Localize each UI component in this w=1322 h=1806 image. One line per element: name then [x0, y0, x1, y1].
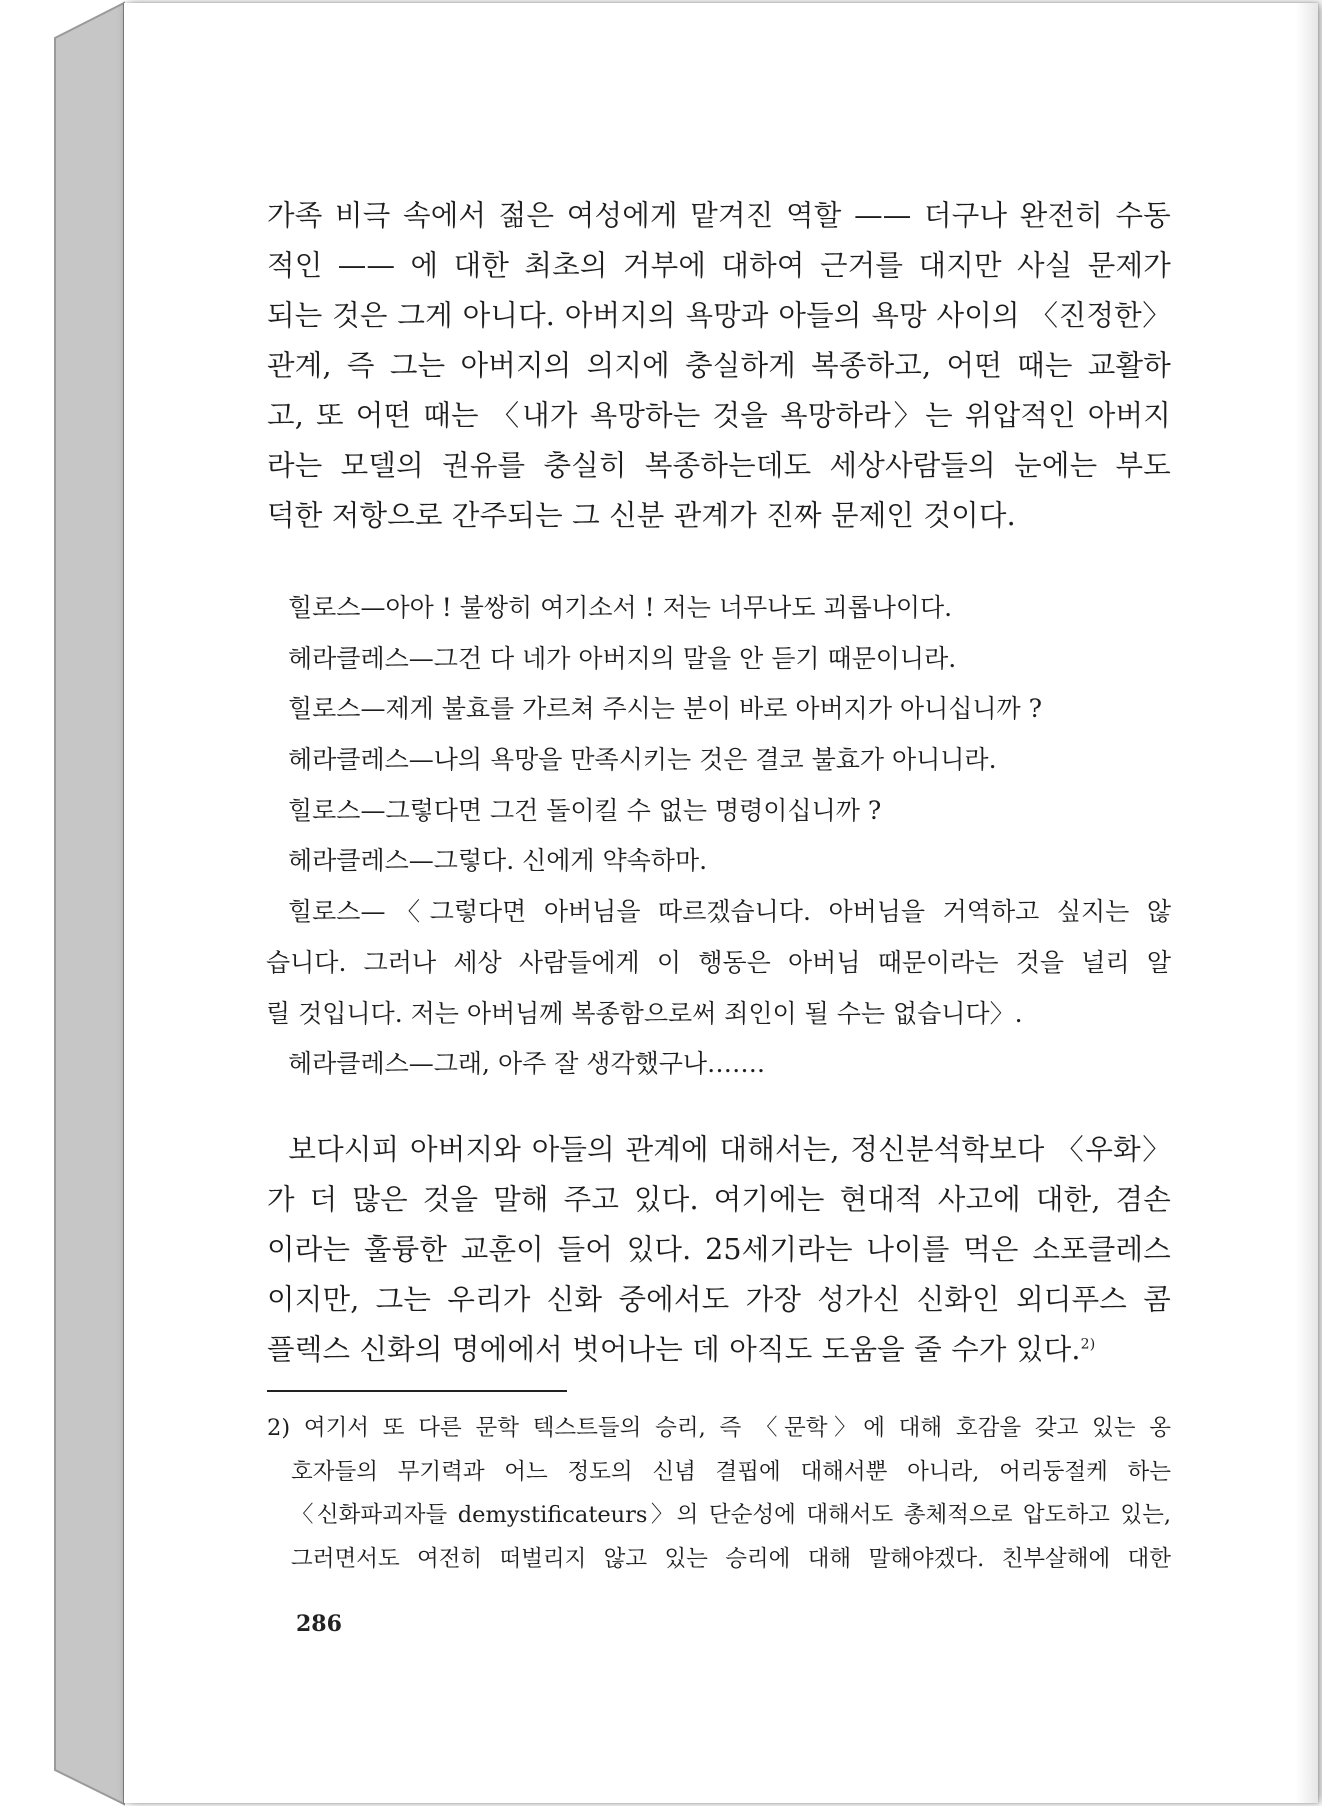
dialogue-line: 릴 것입니다. 저는 아버님께 복종함으로써 죄인이 될 수는 없습니다〉.	[266, 998, 1023, 1028]
page-shadow	[1296, 3, 1318, 1803]
paragraph-2-line	[267, 1325, 1171, 1375]
dialogue-line: 힐로스—제게 불효를 가르쳐 주시는 분이 바로 아버지가 아니십니까 ?	[288, 694, 1043, 724]
footnote-divider	[267, 1390, 567, 1392]
paragraph-1-line: 되는 것은 그게 아니다. 아버지의 욕망과 아들의 욕망 사이의 〈진정한〉	[267, 299, 1171, 332]
paragraph-1-line: 적인 —— 에 대한 최초의 거부에 대하여 근거를 대지만 사실 문제가	[267, 249, 1171, 282]
book-page	[124, 3, 1318, 1803]
paragraph-1-line: 덕한 저항으로 간주되는 그 신분 관계가 진짜 문제인 것이다.	[267, 499, 1016, 532]
paragraph-1-line: 관계, 즉 그는 아버지의 의지에 충실하게 복종하고, 어떤 때는 교활하	[267, 349, 1171, 382]
footnote-line: 〈신화파괴자들 demystificateurs〉의 단순성에 대해서도 총체적으로 압도하고 있는,	[291, 1502, 1171, 1528]
paragraph-1	[267, 191, 1171, 541]
dialogue-line: 헤라클레스—나의 욕망을 만족시키는 것은 결코 불효가 아니니라.	[288, 745, 997, 775]
footnote-block	[267, 1407, 1171, 1581]
paragraph-1-line: 가족 비극 속에서 젊은 여성에게 맡겨진 역할 —— 더구나 완전히 수동	[267, 199, 1171, 232]
dialogue-block	[266, 583, 1171, 1090]
footnote-line: 2) 여기서 또 다른 문학 텍스트들의 승리, 즉 〈문학〉에 대해 호감을 갖고 있는 옹	[267, 1415, 1171, 1441]
paragraph-2-line: 보다시피 아버지와 아들의 관계에 대해서는, 정신분석학보다 〈우화〉	[267, 1133, 1171, 1166]
paragraph-2-line: 이라는 훌륭한 교훈이 들어 있다. 25세기라는 나이를 먹은 소포클레스	[267, 1233, 1171, 1266]
paragraph-2-line: 이지만, 그는 우리가 신화 중에서도 가장 성가신 신화인 외디푸스 콤	[267, 1283, 1171, 1316]
paragraph-1-line: 라는 모델의 권유를 충실히 복종하는데도 세상사람들의 눈에는 부도	[267, 449, 1171, 482]
dialogue-line: 힐로스—〈그렇다면 아버님을 따르겠습니다. 아버님을 거역하고 싶지는 않	[288, 897, 1171, 927]
dialogue-line: 힐로스—아아 ! 불쌍히 여기소서 ! 저는 너무나도 괴롭나이다.	[288, 593, 953, 622]
footnote-ref: 2)	[1080, 1336, 1096, 1353]
dialogue-line: 습니다. 그러나 세상 사람들에게 이 행동은 아버님 때문이라는 것을 널리 알	[266, 947, 1171, 977]
dialogue-line: 헤라클레스—그래, 아주 잘 생각했구나…….	[288, 1049, 765, 1079]
paragraph-2-line: 가 더 많은 것을 말해 주고 있다. 여기에는 현대적 사고에 대한, 겸손	[267, 1183, 1171, 1216]
paragraph-2	[267, 1125, 1171, 1375]
dialogue-line: 헤라클레스—그건 다 네가 아버지의 말을 안 듣기 때문이니라.	[288, 643, 957, 673]
footnote-line: 그러면서도 여전히 떠벌리지 않고 있는 승리에 대해 말해야겠다. 친부살해에 대한	[291, 1545, 1171, 1572]
paragraph-1-line: 고, 또 어떤 때는 〈내가 욕망하는 것을 욕망하라〉는 위압적인 아버지	[267, 399, 1171, 432]
dialogue-line: 힐로스—그렇다면 그건 돌이킬 수 없는 명령이십니까 ?	[288, 795, 882, 825]
page-number: 286	[296, 1611, 342, 1637]
paragraph-2-last-text: 플렉스 신화의 명에에서 벗어나는 데 아직도 도움을 줄 수가 있다.	[267, 1333, 1081, 1366]
dialogue-line: 헤라클레스—그렇다. 신에게 약속하마.	[288, 846, 708, 876]
footnote-line: 호자들의 무기력과 어느 정도의 신념 결핍에 대해서뿐 아니라, 어리둥절케 하는	[291, 1458, 1171, 1485]
